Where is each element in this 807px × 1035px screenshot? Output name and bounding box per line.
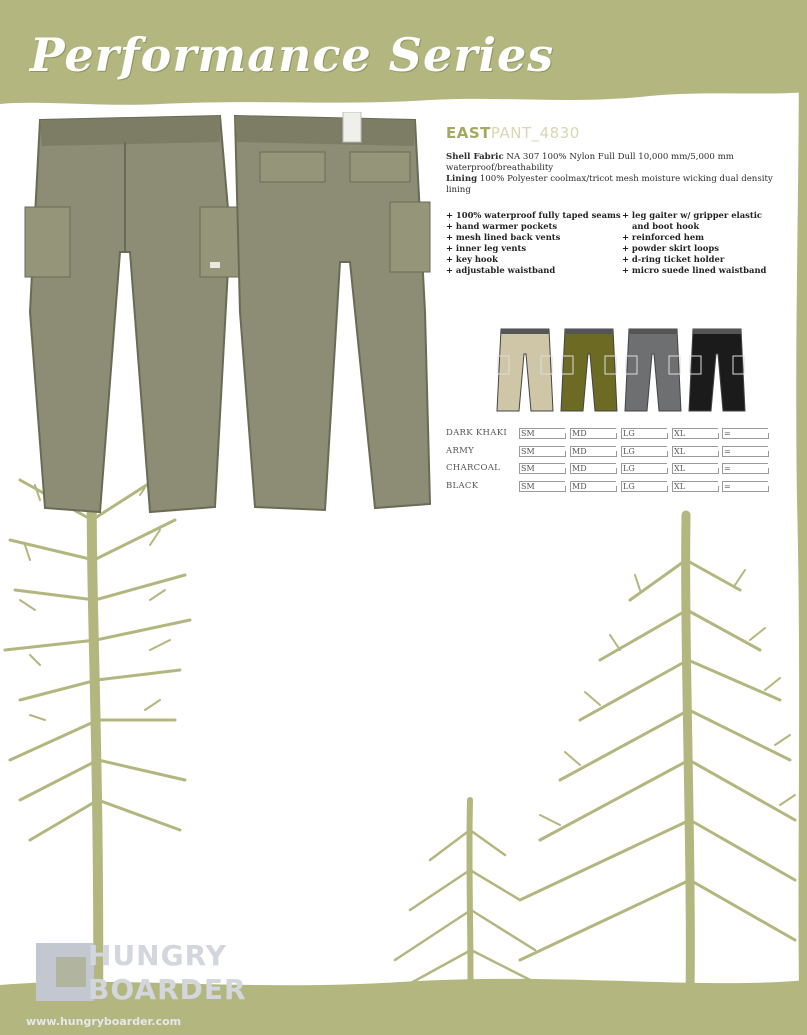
- size-quantity-field[interactable]: LG: [621, 446, 667, 457]
- logo-mark-icon: [36, 943, 94, 1001]
- size-quantity-field[interactable]: XL: [672, 446, 718, 457]
- order-row: [446, 446, 776, 460]
- charcoal-swatch: [625, 329, 681, 411]
- feature-list-left: [446, 210, 621, 276]
- order-row: [446, 428, 776, 442]
- size-quantity-field[interactable]: LG: [621, 463, 667, 474]
- feature-item: + reinforced hem: [622, 232, 705, 242]
- feature-item: + key hook: [446, 254, 498, 264]
- right-tree-illustration: [520, 515, 795, 1000]
- size-quantity-field[interactable]: SM: [519, 463, 565, 474]
- size-quantity-field[interactable]: XL: [672, 428, 718, 439]
- logo-line-2: BOARDER: [88, 973, 247, 1006]
- shell-fabric-text: NA 307 100% Nylon Full Dull 10,000 mm/5,000 mm waterproof/breathability: [446, 152, 734, 173]
- size-quantity-field[interactable]: LG: [621, 481, 667, 492]
- product-name: EAST: [446, 124, 491, 142]
- feature-list-right: [622, 210, 782, 276]
- size-quantity-field[interactable]: MD: [570, 463, 616, 474]
- size-quantity-field[interactable]: MD: [570, 446, 616, 457]
- product-code: PANT_4830: [490, 124, 580, 142]
- product-specs: [446, 152, 776, 196]
- feature-item: + adjustable waistband: [446, 265, 556, 275]
- size-quantity-field[interactable]: =: [722, 481, 768, 492]
- color-name-label: ARMY: [446, 445, 475, 456]
- feature-item: + leg gaiter w/ gripper elastic and boot hook: [622, 210, 763, 231]
- size-quantity-field[interactable]: SM: [519, 481, 565, 492]
- feature-item: + inner leg vents: [446, 243, 527, 253]
- series-title: Performance Series: [30, 28, 555, 82]
- size-quantity-field[interactable]: =: [722, 446, 768, 457]
- size-quantity-field[interactable]: =: [722, 428, 768, 439]
- black-swatch: [689, 329, 745, 411]
- color-name-label: CHARCOAL: [446, 463, 501, 473]
- size-quantity-field[interactable]: MD: [570, 428, 616, 439]
- order-row: [446, 481, 776, 495]
- dark-khaki-swatch: [497, 329, 553, 411]
- hungry-boarder-logo: [26, 935, 247, 1028]
- feature-item: + micro suede lined waistband: [622, 265, 767, 275]
- shell-fabric-label: Shell Fabric: [446, 152, 504, 162]
- logo-line-1: HUNGRY: [88, 939, 227, 972]
- size-quantity-field[interactable]: SM: [519, 428, 565, 439]
- color-swatches: [495, 326, 755, 416]
- feature-item: + 100% waterproof fully taped seams: [446, 210, 621, 220]
- product-title: [446, 124, 580, 142]
- pants-product-photo: [20, 112, 440, 517]
- feature-item: + mesh lined back vents: [446, 232, 561, 242]
- color-name-label: DARK KHAKI: [446, 428, 508, 438]
- size-quantity-field[interactable]: MD: [570, 481, 616, 492]
- lining-label: Lining: [446, 174, 478, 184]
- color-name-label: BLACK: [446, 480, 479, 491]
- pants-back-view: [235, 112, 430, 510]
- pants-front-view: [25, 116, 240, 512]
- feature-item: + hand warmer pockets: [446, 221, 558, 231]
- feature-item: + powder skirt loops: [622, 243, 719, 253]
- size-quantity-field[interactable]: =: [722, 463, 768, 474]
- feature-item: + d-ring ticket holder: [622, 254, 725, 264]
- logo-url: www.hungryboarder.com: [26, 1015, 182, 1028]
- size-quantity-field[interactable]: XL: [672, 463, 718, 474]
- size-quantity-field[interactable]: XL: [672, 481, 718, 492]
- size-quantity-field[interactable]: LG: [621, 428, 667, 439]
- size-quantity-field[interactable]: SM: [519, 446, 565, 457]
- order-row: [446, 463, 776, 477]
- lining-text: 100% Polyester coolmax/tricot mesh moisture wicking dual density lining: [446, 174, 773, 195]
- army-swatch: [561, 329, 617, 411]
